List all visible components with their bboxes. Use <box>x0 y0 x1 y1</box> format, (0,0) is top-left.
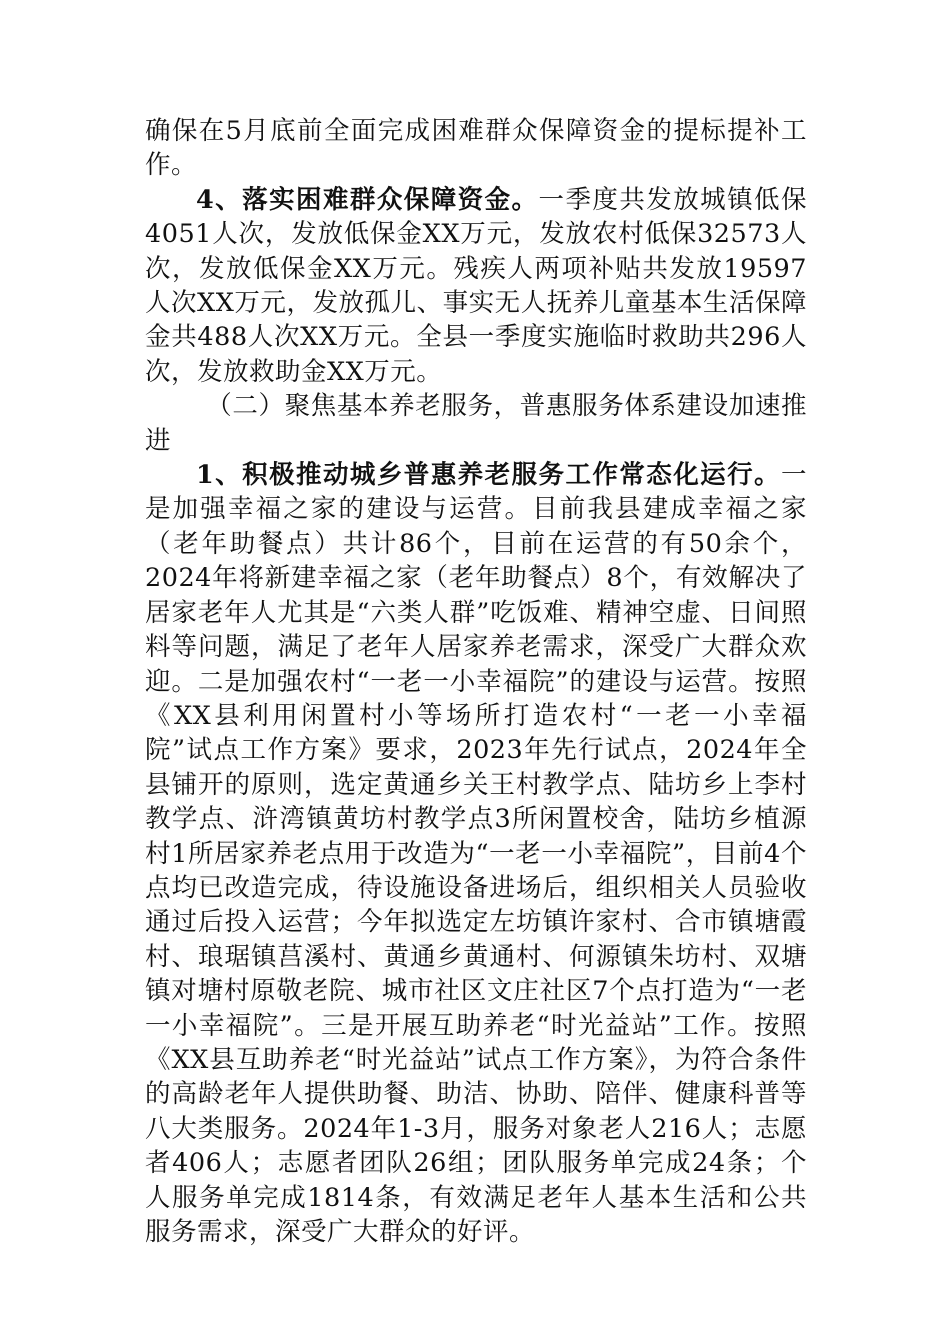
document-page <box>145 114 807 1249</box>
section-heading-2: （二）聚焦基本养老服务，普惠服务体系建设加速推进 <box>145 391 807 456</box>
item-4-body: 一季度共发放城镇低保4051人次，发放低保金XX万元，发放农村低保32573人次，发放低保金XX万元。残疾人两项补贴共发放19597人次XX万元，发放孤儿、事实无人抚养儿童基本生活保障金共488人次XX万元。全县一季度实施临时救助共296人次，发放救助金XX万元。 <box>145 184 807 387</box>
item-1-body: 一是加强幸福之家的建设与运营。目前我县建成幸福之家（老年助餐点）共计86个，目前在运营的有50余个，2024年将新建幸福之家（老年助餐点）8个，有效解决了居家老年人尤其是“六类人群”吃饭难、精神空虚、日间照料等问题，满足了老年人居家养老需求，深受广大群众欢迎。二是加强农村“一老一小幸福院”的建设与运营。按照《XX县利用闲置村小等场所打造农村“一老一小幸福院”试点工作方案》要求，2023年先行试点，2024年全县铺开的原则，选定黄通乡关王村教学点、陆坊乡上李村教学点、浒湾镇黄坊村教学点3所闲置校舍，陆坊乡植源村1所居家养老点用于改造为“一老一小幸福院”，目前4个点均已改造完成，待设施设备进场后，组织相关人员验收通过后投入运营；今年拟选定左坊镇许家村、合市镇塘霞村、琅琚镇莒溪村、黄通乡黄通村、何源镇朱坊村、双塘镇对塘村原敬老院、城市社区文庄社区7个点打造为“一老一小幸福院”。三是开展互助养老“时光益站”工作。按照《XX县互助养老“时光益站”试点工作方案》，为符合条件的高龄老年人提供助餐、助洁、协助、陪伴、健康科普等八大类服务。2024年1-3月，服务对象老人216人；志愿者406人；志愿者团队26组；团队服务单完成24条；个人服务单完成1814条，有效满足老年人基本生活和公共服务需求，深受广大群众的好评。 <box>145 460 807 1247</box>
paragraph-continuation: 确保在5月底前全面完成困难群众保障资金的提标提补工作。 <box>145 116 807 181</box>
paragraph-item-1 <box>145 458 807 1249</box>
item-4-heading: 4、落实困难群众保障资金。 <box>196 184 539 215</box>
item-1-heading: 1、积极推动城乡普惠养老服务工作常态化运行。 <box>196 460 781 491</box>
paragraph-item-4 <box>145 183 807 389</box>
